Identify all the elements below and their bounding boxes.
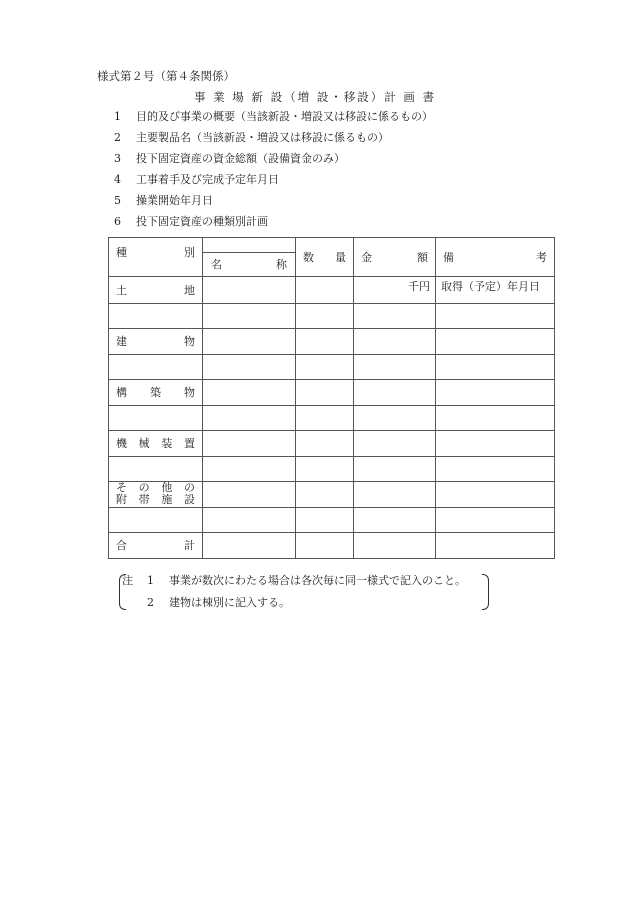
table-row — [109, 405, 555, 431]
amount-cell[interactable] — [354, 354, 436, 380]
form-number: 様式第２号（第４条関係） — [97, 69, 235, 83]
list-item — [114, 129, 433, 150]
remarks-cell[interactable] — [436, 431, 555, 457]
notes — [119, 572, 489, 608]
item-number: 1 — [114, 110, 121, 123]
type-cell: 機 械 装 置 — [109, 431, 203, 457]
header-amount: 金 額 — [354, 238, 436, 277]
list-item — [114, 108, 433, 129]
table-row — [109, 329, 555, 355]
remarks-cell[interactable] — [436, 482, 555, 508]
amount-cell[interactable] — [354, 303, 436, 329]
quantity-cell[interactable] — [296, 277, 354, 304]
type-cell — [109, 456, 203, 482]
type-cell — [109, 354, 203, 380]
amount-cell[interactable] — [354, 405, 436, 431]
amount-cell[interactable] — [354, 277, 436, 304]
name-cell[interactable] — [203, 431, 296, 457]
quantity-cell[interactable] — [296, 303, 354, 329]
remarks-cell[interactable] — [436, 329, 555, 355]
type-cell — [109, 405, 203, 431]
type-cell: 合 計 — [109, 533, 203, 559]
quantity-cell[interactable] — [296, 405, 354, 431]
header-remarks: 備 考 — [436, 238, 555, 277]
table-row — [109, 303, 555, 329]
list-item — [114, 192, 433, 213]
amount-cell[interactable] — [354, 431, 436, 457]
quantity-cell[interactable] — [296, 507, 354, 533]
remark-text: 取得（予定）年月日 — [441, 280, 540, 293]
type-cell — [109, 303, 203, 329]
quantity-cell[interactable] — [296, 380, 354, 406]
table-row — [109, 380, 555, 406]
header-type: 種 別 — [109, 238, 203, 277]
amount-cell[interactable] — [354, 456, 436, 482]
quantity-cell[interactable] — [296, 456, 354, 482]
name-cell[interactable] — [203, 456, 296, 482]
amount-cell[interactable] — [354, 482, 436, 508]
item-number: 3 — [114, 152, 121, 165]
list-item — [114, 213, 433, 234]
name-cell[interactable] — [203, 405, 296, 431]
quantity-cell[interactable] — [296, 482, 354, 508]
notes-lead: 注 — [122, 574, 133, 587]
name-cell[interactable] — [203, 354, 296, 380]
amount-cell[interactable] — [354, 533, 436, 559]
item-number: 4 — [114, 173, 121, 186]
item-number: 6 — [114, 215, 121, 228]
table-header-row — [109, 238, 555, 277]
list-item — [114, 150, 433, 171]
header-quantity: 数 量 — [296, 238, 354, 277]
document-title: 事 業 場 新 設（増 設・移設）計 画 書 — [193, 90, 437, 104]
remarks-cell[interactable] — [436, 354, 555, 380]
name-cell[interactable] — [203, 303, 296, 329]
item-text: 操業開始年月日 — [136, 194, 213, 207]
right-bracket — [482, 574, 489, 610]
remarks-cell[interactable] — [436, 303, 555, 329]
table-row — [109, 482, 555, 508]
type-cell: 土 地 — [109, 277, 203, 304]
item-text: 工事着手及び完成予定年月日 — [136, 173, 279, 186]
note-item: 2 建物は棟別に記入する。 — [147, 596, 290, 609]
table-row — [109, 277, 555, 304]
amount-unit: 千円 — [408, 280, 430, 293]
item-text: 目的及び事業の概要（当該新設・増設又は移設に係るもの） — [136, 110, 433, 123]
table-row — [109, 431, 555, 457]
remarks-cell[interactable] — [436, 380, 555, 406]
amount-cell[interactable] — [354, 329, 436, 355]
name-cell[interactable] — [203, 277, 296, 304]
amount-cell[interactable] — [354, 507, 436, 533]
table-row-total — [109, 533, 555, 559]
note-item: 1 事業が数次にわたる場合は各次毎に同一様式で記入のこと。 — [147, 574, 466, 587]
quantity-cell[interactable] — [296, 533, 354, 559]
table-row — [109, 354, 555, 380]
amount-cell[interactable] — [354, 380, 436, 406]
item-text: 投下固定資産の資金総額（設備資金のみ） — [136, 152, 345, 165]
type-cell — [109, 507, 203, 533]
name-cell[interactable] — [203, 507, 296, 533]
item-list — [114, 108, 433, 234]
table-row — [109, 507, 555, 533]
name-cell[interactable] — [203, 482, 296, 508]
header-name: 名 称 — [203, 238, 296, 277]
item-text: 投下固定資産の種類別計画 — [136, 215, 268, 228]
quantity-cell[interactable] — [296, 329, 354, 355]
type-cell: 建 物 — [109, 329, 203, 355]
item-number: 2 — [114, 131, 121, 144]
quantity-cell[interactable] — [296, 354, 354, 380]
table-row — [109, 456, 555, 482]
name-cell[interactable] — [203, 329, 296, 355]
name-cell[interactable] — [203, 380, 296, 406]
remarks-cell[interactable] — [436, 507, 555, 533]
type-cell: 構 築 物 — [109, 380, 203, 406]
remarks-cell[interactable] — [436, 533, 555, 559]
asset-plan-table — [108, 237, 555, 559]
item-text: 主要製品名（当該新設・増設又は移設に係るもの） — [136, 131, 389, 144]
name-cell[interactable] — [203, 533, 296, 559]
remarks-cell[interactable] — [436, 277, 555, 304]
list-item — [114, 171, 433, 192]
remarks-cell[interactable] — [436, 456, 555, 482]
item-number: 5 — [114, 194, 121, 207]
remarks-cell[interactable] — [436, 405, 555, 431]
type-cell: そ の 他 の 附 帯 施 設 — [109, 482, 203, 508]
quantity-cell[interactable] — [296, 431, 354, 457]
